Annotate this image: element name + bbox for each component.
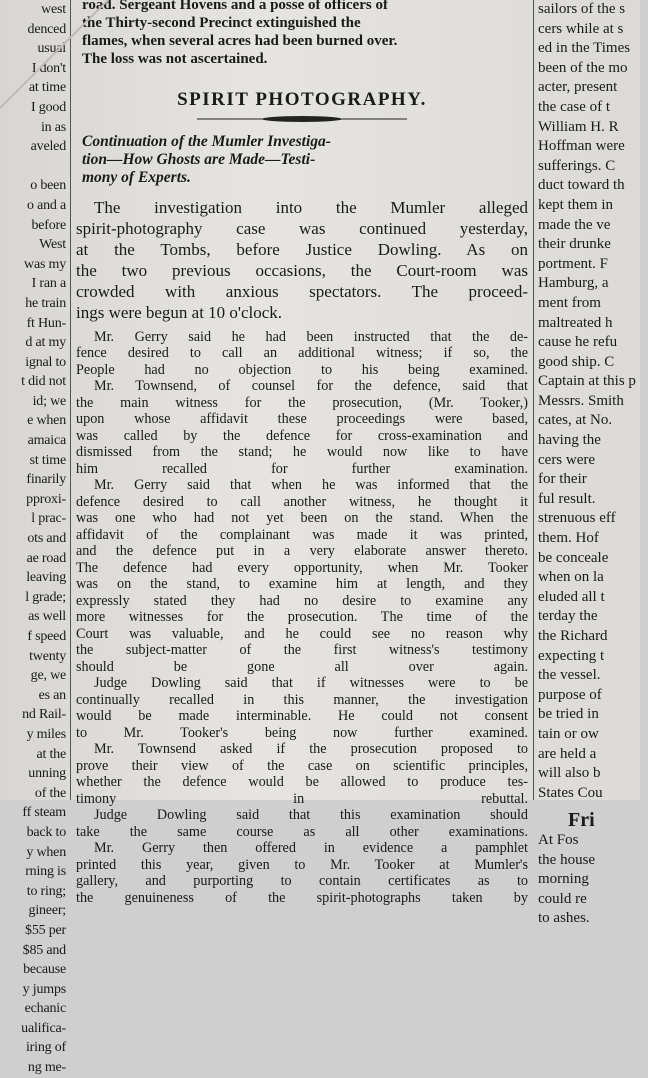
- article-subheading: [82, 133, 522, 187]
- body-paragraph: [76, 329, 528, 379]
- body-paragraph: [76, 741, 528, 807]
- left-column-line: l grade;: [25, 589, 66, 605]
- right-column-line: cers while at s: [538, 20, 624, 37]
- left-column-line: o been: [30, 178, 66, 194]
- body-line: him recalled for further examination.: [76, 460, 528, 477]
- right-column-line: strenuous eff: [538, 510, 616, 527]
- right-column-line: States Cou: [538, 784, 603, 801]
- right-column-line: At Fos: [538, 831, 579, 848]
- left-column-line: I good: [31, 99, 66, 115]
- right-column-line: will also b: [538, 765, 601, 782]
- body-line: the main witness for the prosecution, (Mr. Tooker,): [76, 394, 528, 411]
- left-column-line: $55 per: [25, 922, 66, 938]
- right-column-line: having the: [538, 432, 601, 449]
- left-column-line: l prac-: [31, 511, 66, 527]
- left-column-line: I ran a: [31, 276, 66, 292]
- right-column-line: terday the: [538, 608, 598, 625]
- right-column-line: cause he refu: [538, 334, 618, 351]
- body-line: should be gone all over again.: [76, 658, 528, 675]
- body-line: was called by the defence for cross-examination and: [76, 427, 528, 444]
- right-column-line: morning: [538, 871, 589, 888]
- left-column-line: I don't: [31, 60, 66, 76]
- left-column-line: ae road: [26, 550, 66, 566]
- right-column-line: acter, present: [538, 79, 618, 96]
- right-column-line: portment. F: [538, 255, 608, 272]
- body-line: The defence had every opportunity, when Mr. Tooker: [76, 559, 528, 576]
- body-line: more witnesses for the prosecution. The time of the: [76, 609, 528, 625]
- article-body: [76, 329, 528, 907]
- left-column-line: to ring;: [26, 883, 66, 899]
- body-line: Court was valuable, and he could see no reason why: [76, 625, 528, 642]
- right-column-line: be conceale: [538, 549, 609, 566]
- right-column-line: be tried in: [538, 706, 599, 723]
- body-paragraph: [76, 378, 528, 477]
- left-column-line: rning is: [25, 864, 66, 880]
- right-column-line: William H. R: [538, 118, 619, 135]
- body-line: was on the stand, to examine him at length, and they: [76, 576, 528, 592]
- right-column-line: the vessel.: [538, 667, 601, 684]
- left-column-line: at time: [28, 80, 66, 96]
- top-fragment-line: The loss was not ascertained.: [82, 51, 268, 67]
- left-column-line: because: [23, 962, 66, 978]
- right-column-text: [538, 0, 648, 803]
- left-column-line: [0, 157, 66, 177]
- body-line: and the defence put in a very elaborate answer thereto.: [76, 543, 528, 559]
- left-column-line: aveled: [30, 139, 66, 155]
- ornamental-rule-icon: [197, 115, 407, 123]
- right-column-line: duct toward th: [538, 177, 625, 194]
- body-line: to Mr. Tooker's being now further examined.: [76, 724, 528, 741]
- left-column-line: was my: [24, 256, 66, 272]
- lead-line: the two previous occasions, the Court-room was: [76, 260, 528, 280]
- body-line: fence desired to call an additional witness; if so, the: [76, 345, 528, 361]
- right-column-line: made the ve: [538, 216, 611, 233]
- body-line: whether the defence would be allowed to produce tes-: [76, 774, 528, 790]
- left-column-line: West: [39, 237, 66, 253]
- body-line: dismissed from the stand; he would now like to have: [76, 444, 528, 460]
- body-line: timony in rebuttal.: [76, 790, 528, 807]
- lead-line: crowded with anxious spectators. The proceed-: [76, 281, 528, 301]
- top-fragment-line: the Thirty-second Precinct extinguished the: [82, 15, 361, 31]
- right-column-line: Captain at this p: [538, 373, 636, 390]
- left-column-line: y jumps: [22, 981, 66, 997]
- left-column-line: f speed: [27, 629, 66, 644]
- right-column-heading: Fri: [568, 809, 595, 832]
- left-column-line: t did not: [21, 374, 66, 390]
- body-paragraph: [76, 840, 528, 906]
- top-fragment: [76, 0, 528, 68]
- body-line: Mr. Gerry said he had been instructed that the de-: [94, 328, 528, 345]
- body-line: Mr. Gerry then offered in evidence a pamphlet: [94, 840, 528, 856]
- body-line: People had no objection to his being examined.: [76, 361, 528, 378]
- body-paragraph: [76, 675, 528, 741]
- body-line: Mr. Gerry said that when he was informed that the: [94, 477, 528, 493]
- lead-line: spirit-photography case was continued yesterday,: [76, 218, 528, 238]
- left-column-line: amaica: [27, 433, 66, 449]
- left-column-line: at the: [36, 746, 66, 762]
- body-line: take the same course as all other examinations.: [76, 823, 528, 840]
- left-column-line: nd Rail-: [22, 707, 66, 723]
- left-column-line: pproxi-: [26, 491, 66, 507]
- article-heading: SPIRIT PHOTOGRAPHY.: [177, 89, 427, 110]
- column-rule-left: [70, 0, 71, 800]
- left-column-line: ots and: [27, 531, 66, 547]
- left-column-line: denced: [27, 21, 66, 37]
- main-column: [76, 0, 528, 906]
- right-column-line: ed in the Times: [538, 40, 631, 57]
- right-column-line: them. Hof: [538, 530, 599, 547]
- top-fragment-line: road. Sergeant Hovens and a posse of officers of: [82, 0, 388, 13]
- subheading-line: Continuation of the Mumler Investiga-: [82, 132, 331, 150]
- left-column-line: st time: [29, 452, 66, 468]
- left-column-line: ge, we: [30, 668, 66, 684]
- right-column-line: the case of t: [538, 98, 611, 115]
- right-column-line: been of the mo: [538, 59, 628, 76]
- body-line: defence desired to call another witness, he thought it: [76, 493, 528, 510]
- body-line: the subject-matter of the first witness's testimony: [76, 642, 528, 658]
- left-column-line: ualifica-: [21, 1020, 66, 1036]
- right-column-line: cates, at No.: [538, 412, 613, 429]
- left-column-line: west: [41, 2, 66, 17]
- right-column-line: good ship. C: [538, 353, 615, 370]
- right-column-line: their drunke: [538, 236, 611, 253]
- subheading-line: mony of Experts.: [82, 168, 191, 186]
- body-line: expressly stated they had no desire to examine any: [76, 592, 528, 609]
- left-column: [0, 0, 66, 1076]
- left-column-line: y when: [26, 844, 66, 860]
- right-column-line: maltreated h: [538, 314, 613, 331]
- right-column-line: Hamburg, a: [538, 275, 609, 292]
- right-column-line: the Richard: [538, 628, 608, 644]
- left-column-line: in as: [40, 119, 66, 135]
- left-column-line: unning: [28, 766, 66, 782]
- right-column-line: eluded all t: [538, 588, 605, 605]
- left-column-line: o and a: [26, 197, 66, 213]
- right-column-line: are held a: [538, 745, 597, 762]
- body-line: was one who had not yet been on the stand. When the: [76, 510, 528, 526]
- body-line: continually recalled in this manner, the investigation: [76, 691, 528, 708]
- right-column-line: ment from: [538, 294, 601, 311]
- left-column-line: e when: [27, 413, 66, 429]
- left-column-line: twenty: [29, 648, 66, 664]
- torn-corner-shadow: [0, 0, 110, 110]
- left-column-line: ng me-: [27, 1060, 66, 1076]
- body-line: gallery, and purporting to contain certificates as to: [76, 873, 528, 889]
- left-column-line: back to: [26, 824, 66, 840]
- right-column-line: could re: [538, 890, 587, 907]
- right-column-line: sailors of the s: [538, 1, 626, 17]
- right-column-line: when on la: [538, 569, 604, 586]
- left-column-line: ff steam: [22, 805, 66, 821]
- lead-paragraph: [76, 197, 528, 323]
- lead-line: The investigation into the Mumler alleged: [94, 197, 528, 217]
- left-column-line: as well: [28, 609, 66, 625]
- right-column-line: tain or ow: [538, 725, 599, 742]
- body-line: Mr. Townsend asked if the prosecution proposed to: [94, 741, 528, 757]
- column-rule-right: [533, 0, 534, 800]
- lead-line: ings were begun at 10 o'clock.: [76, 302, 283, 322]
- right-column-line: cers were: [538, 451, 596, 468]
- top-fragment-line: flames, when several acres had been burned over.: [82, 33, 398, 49]
- body-line: Mr. Townsend, of counsel for the defence, said that: [94, 378, 528, 394]
- body-line: printed this year, given to Mr. Tooker at Mumler's: [76, 856, 528, 873]
- left-column-line: es an: [38, 687, 66, 703]
- body-line: upon whose affidavit these proceedings were based,: [76, 411, 528, 427]
- right-column: [538, 0, 648, 927]
- right-column-line: for their: [538, 471, 587, 488]
- right-column-line: Messrs. Smith: [538, 392, 624, 409]
- subheading-line: tion—How Ghosts are Made—Testi-: [82, 150, 316, 168]
- left-column-line: gineer;: [28, 903, 66, 919]
- right-column-line: sufferings. C: [538, 157, 616, 174]
- right-column-line: purpose of: [538, 686, 602, 703]
- left-column-line: before: [31, 217, 66, 233]
- right-column-line: to ashes.: [538, 910, 590, 927]
- body-line: the genuineness of the spirit-photographs taken by: [76, 889, 528, 906]
- right-column-bottom-text: [538, 831, 648, 929]
- body-line: affidavit of the complainant was made it was printed,: [76, 526, 528, 543]
- left-column-line: ignal to: [25, 354, 66, 370]
- left-column-line: finarily: [26, 472, 66, 488]
- body-paragraph: [76, 477, 528, 675]
- left-column-line: usual: [37, 41, 66, 57]
- left-column-line: leaving: [26, 570, 66, 586]
- left-column-line: echanic: [24, 1001, 66, 1017]
- right-column-line: ful result.: [538, 490, 596, 507]
- left-column-line: $85 and: [22, 942, 66, 958]
- right-column-line: expecting t: [538, 647, 605, 664]
- right-column-line: Hoffman were: [538, 138, 625, 155]
- lead-line: at the Tombs, before Justice Dowling. As on: [76, 239, 528, 259]
- body-line: Judge Dowling said that if witnesses were to be: [94, 675, 528, 691]
- left-column-line: id; we: [32, 393, 66, 409]
- left-column-line: he train: [25, 295, 66, 311]
- left-column-line: y miles: [26, 726, 66, 742]
- right-column-line: the house: [538, 851, 596, 868]
- left-column-line: iring of: [25, 1040, 66, 1056]
- left-column-line: d at my: [25, 335, 66, 351]
- left-column-line: of the: [34, 785, 66, 801]
- left-column-line: ft Hun-: [26, 315, 66, 331]
- right-column-line: kept them in: [538, 196, 613, 213]
- body-line: would be made interminable. He could not consent: [76, 708, 528, 724]
- body-line: Judge Dowling said that this examination should: [94, 807, 528, 823]
- body-line: prove their view of the case on scientific principles,: [76, 757, 528, 774]
- body-paragraph: [76, 807, 528, 840]
